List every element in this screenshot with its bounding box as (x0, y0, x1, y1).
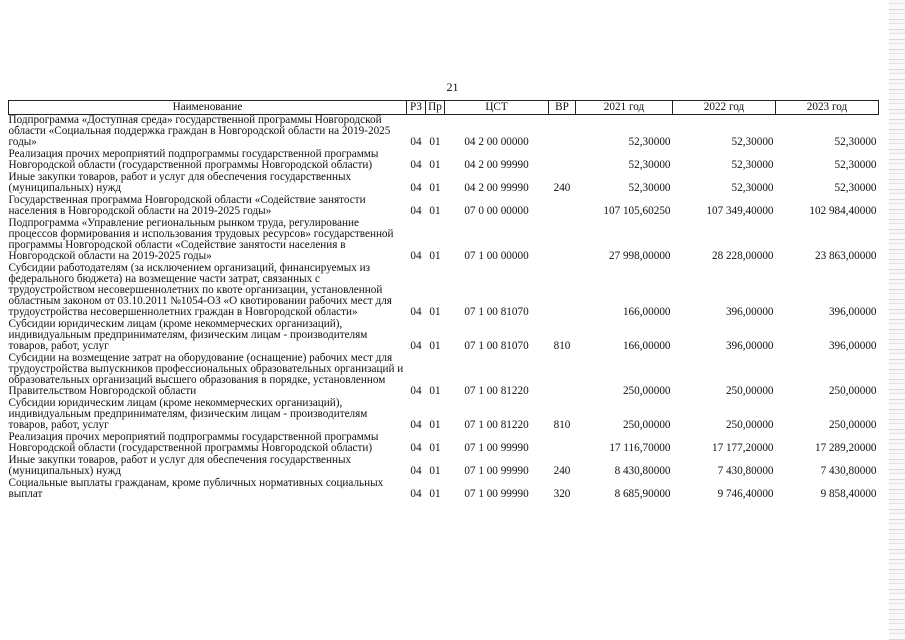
row-cst: 07 1 00 81070 (464, 306, 529, 318)
row-2023: 7 430,80000 (820, 465, 877, 477)
row-rz: 04 (410, 340, 422, 352)
row-2022: 52,30000 (731, 182, 774, 194)
row-2023: 250,00000 (828, 385, 877, 397)
row-rz: 04 (410, 250, 422, 262)
row-2022: 396,00000 (725, 306, 774, 318)
row-name: Иные закупки товаров, работ и услуг для обеспечения государственных (муниципальных) нужд (8, 454, 352, 477)
row-vr: 810 (553, 340, 571, 352)
row-2023: 250,00000 (828, 419, 877, 431)
row-2023: 396,00000 (828, 306, 877, 318)
row-2022: 396,00000 (725, 340, 774, 352)
row-2021: 52,30000 (628, 182, 671, 194)
row-cst: 07 1 00 00000 (464, 250, 529, 262)
row-cst: 04 2 00 99990 (464, 182, 529, 194)
row-2023: 102 984,40000 (809, 205, 877, 217)
row-cst: 07 1 00 81220 (464, 385, 529, 397)
row-rz: 04 (410, 205, 422, 217)
row-cst: 07 1 00 99990 (464, 442, 529, 454)
row-2023: 52,30000 (834, 182, 877, 194)
row-2022: 28 228,00000 (711, 250, 774, 262)
row-name: Реализация прочих мероприятий подпрограммы государственной программы Новгородской области (государственной программы Новгородской области) (8, 148, 379, 171)
table-row (9, 218, 879, 263)
row-pr: 01 (429, 385, 441, 397)
row-pr: 01 (429, 250, 441, 262)
row-cst: 07 1 00 81070 (464, 340, 529, 352)
table-row (9, 353, 879, 398)
row-2021: 8 685,90000 (614, 488, 671, 500)
row-vr (549, 195, 576, 218)
row-2021: 166,00000 (622, 340, 671, 352)
table-row (9, 319, 879, 353)
row-2021: 27 998,00000 (608, 250, 671, 262)
page-number: 21 (446, 80, 459, 94)
row-vr: 320 (553, 488, 571, 500)
row-2021: 52,30000 (628, 136, 671, 148)
row-2023: 396,00000 (828, 340, 877, 352)
header-2022: 2022 год (673, 101, 776, 115)
table-row (9, 478, 879, 501)
row-2022: 7 430,80000 (717, 465, 774, 477)
row-pr: 01 (429, 488, 441, 500)
row-cst: 07 1 00 99990 (464, 465, 529, 477)
row-vr (549, 149, 576, 172)
row-name: Подпрограмма «Доступная среда» государственной программы Новгородской области «Социальная поддержка граждан в Новгородской области на 2019-2025 годы» (8, 114, 391, 148)
row-rz: 04 (410, 488, 422, 500)
row-name: Государственная программа Новгородской области «Содействие занятости населения в Новгородской области на 2019-2025 годы» (8, 194, 366, 217)
table-header-row (9, 101, 879, 115)
row-2022: 107 349,40000 (706, 205, 774, 217)
row-vr (549, 353, 576, 398)
row-vr (549, 432, 576, 455)
row-2021: 17 116,70000 (609, 442, 671, 454)
row-name: Субсидии юридическим лицам (кроме некоммерческих организаций), индивидуальным предпринимателям, физическим лицам - производителям товаров, работ, услуг (8, 397, 368, 431)
row-name: Социальные выплаты гражданам, кроме публичных нормативных социальных выплат (8, 477, 384, 500)
row-pr: 01 (429, 442, 441, 454)
row-pr: 01 (429, 182, 441, 194)
row-name: Иные закупки товаров, работ и услуг для обеспечения государственных (муниципальных) нужд (8, 171, 352, 194)
row-pr: 01 (429, 340, 441, 352)
row-vr: 240 (553, 182, 571, 194)
header-2023: 2023 год (776, 101, 879, 115)
row-2023: 23 863,00000 (814, 250, 877, 262)
table-row (9, 455, 879, 478)
row-pr: 01 (429, 465, 441, 477)
row-2023: 52,30000 (834, 136, 877, 148)
row-vr: 240 (553, 465, 571, 477)
budget-table (8, 100, 879, 501)
row-rz: 04 (410, 159, 422, 171)
row-vr (549, 115, 576, 150)
row-pr: 01 (429, 159, 441, 171)
row-2023: 9 858,40000 (820, 488, 877, 500)
header-2021: 2021 год (576, 101, 673, 115)
header-vr: ВР (549, 101, 576, 115)
table-row (9, 398, 879, 432)
table-row (9, 195, 879, 218)
row-name: Подпрограмма «Управление региональным рынком труда, регулирование процессов формирования и использования трудовых ресурсов» государственной программы Новгородской области «Содействие занятости населения в Новгородской области на 2019-2025 годы» (8, 217, 394, 262)
row-cst: 07 1 00 99990 (464, 488, 529, 500)
table-row (9, 432, 879, 455)
table-row (9, 149, 879, 172)
row-cst: 07 1 00 81220 (464, 419, 529, 431)
row-2021: 250,00000 (622, 419, 671, 431)
row-pr: 01 (429, 205, 441, 217)
row-rz: 04 (410, 385, 422, 397)
row-2022: 52,30000 (731, 159, 774, 171)
table-row (9, 263, 879, 319)
row-name: Субсидии на возмещение затрат на оборудование (оснащение) рабочих мест для трудоустройства выпускников профессиональных образовательных организаций и образовательных организаций высшего образования в порядке, установленном Правительством Новгородской области (8, 352, 404, 397)
row-vr: 810 (553, 419, 571, 431)
row-rz: 04 (410, 136, 422, 148)
row-2023: 52,30000 (834, 159, 877, 171)
row-2021: 250,00000 (622, 385, 671, 397)
row-rz: 04 (410, 442, 422, 454)
row-pr: 01 (429, 419, 441, 431)
row-pr: 01 (429, 136, 441, 148)
table-row (9, 172, 879, 195)
row-2021: 166,00000 (622, 306, 671, 318)
header-name: Наименование (9, 101, 407, 115)
row-2022: 250,00000 (725, 419, 774, 431)
header-rz: РЗ (407, 101, 426, 115)
row-2022: 17 177,20000 (711, 442, 774, 454)
row-rz: 04 (410, 465, 422, 477)
scan-edge-artifact (889, 0, 905, 640)
row-vr (549, 263, 576, 319)
row-pr: 01 (429, 306, 441, 318)
row-2023: 17 289,20000 (814, 442, 877, 454)
row-rz: 04 (410, 182, 422, 194)
row-2021: 52,30000 (628, 159, 671, 171)
row-2021: 8 430,80000 (614, 465, 671, 477)
row-cst: 07 0 00 00000 (464, 205, 529, 217)
header-cst: ЦСТ (445, 101, 549, 115)
row-2022: 9 746,40000 (717, 488, 774, 500)
row-rz: 04 (410, 306, 422, 318)
row-2021: 107 105,60250 (603, 205, 671, 217)
row-vr (549, 218, 576, 263)
table-row (9, 115, 879, 150)
row-cst: 04 2 00 00000 (464, 136, 529, 148)
row-name: Реализация прочих мероприятий подпрограммы государственной программы Новгородской области (государственной программы Новгородской области) (8, 431, 379, 454)
row-name: Субсидии юридическим лицам (кроме некоммерческих организаций), индивидуальным предпринимателям, физическим лицам - производителям товаров, работ, услуг (8, 318, 368, 352)
header-pr: Пр (426, 101, 445, 115)
row-2022: 250,00000 (725, 385, 774, 397)
row-name: Субсидии работодателям (за исключением организаций, финансируемых из федерального бюджета) на возмещение части затрат, связанных с трудоустройством несовершеннолетних по квоте организации, установленной областным законом от 03.10.2011 №1054-ОЗ «О квотировании рабочих мест для трудоустройства несовершеннолетних граждан в Новгородской области» (8, 262, 392, 318)
row-cst: 04 2 00 99990 (464, 159, 529, 171)
row-2022: 52,30000 (731, 136, 774, 148)
row-rz: 04 (410, 419, 422, 431)
